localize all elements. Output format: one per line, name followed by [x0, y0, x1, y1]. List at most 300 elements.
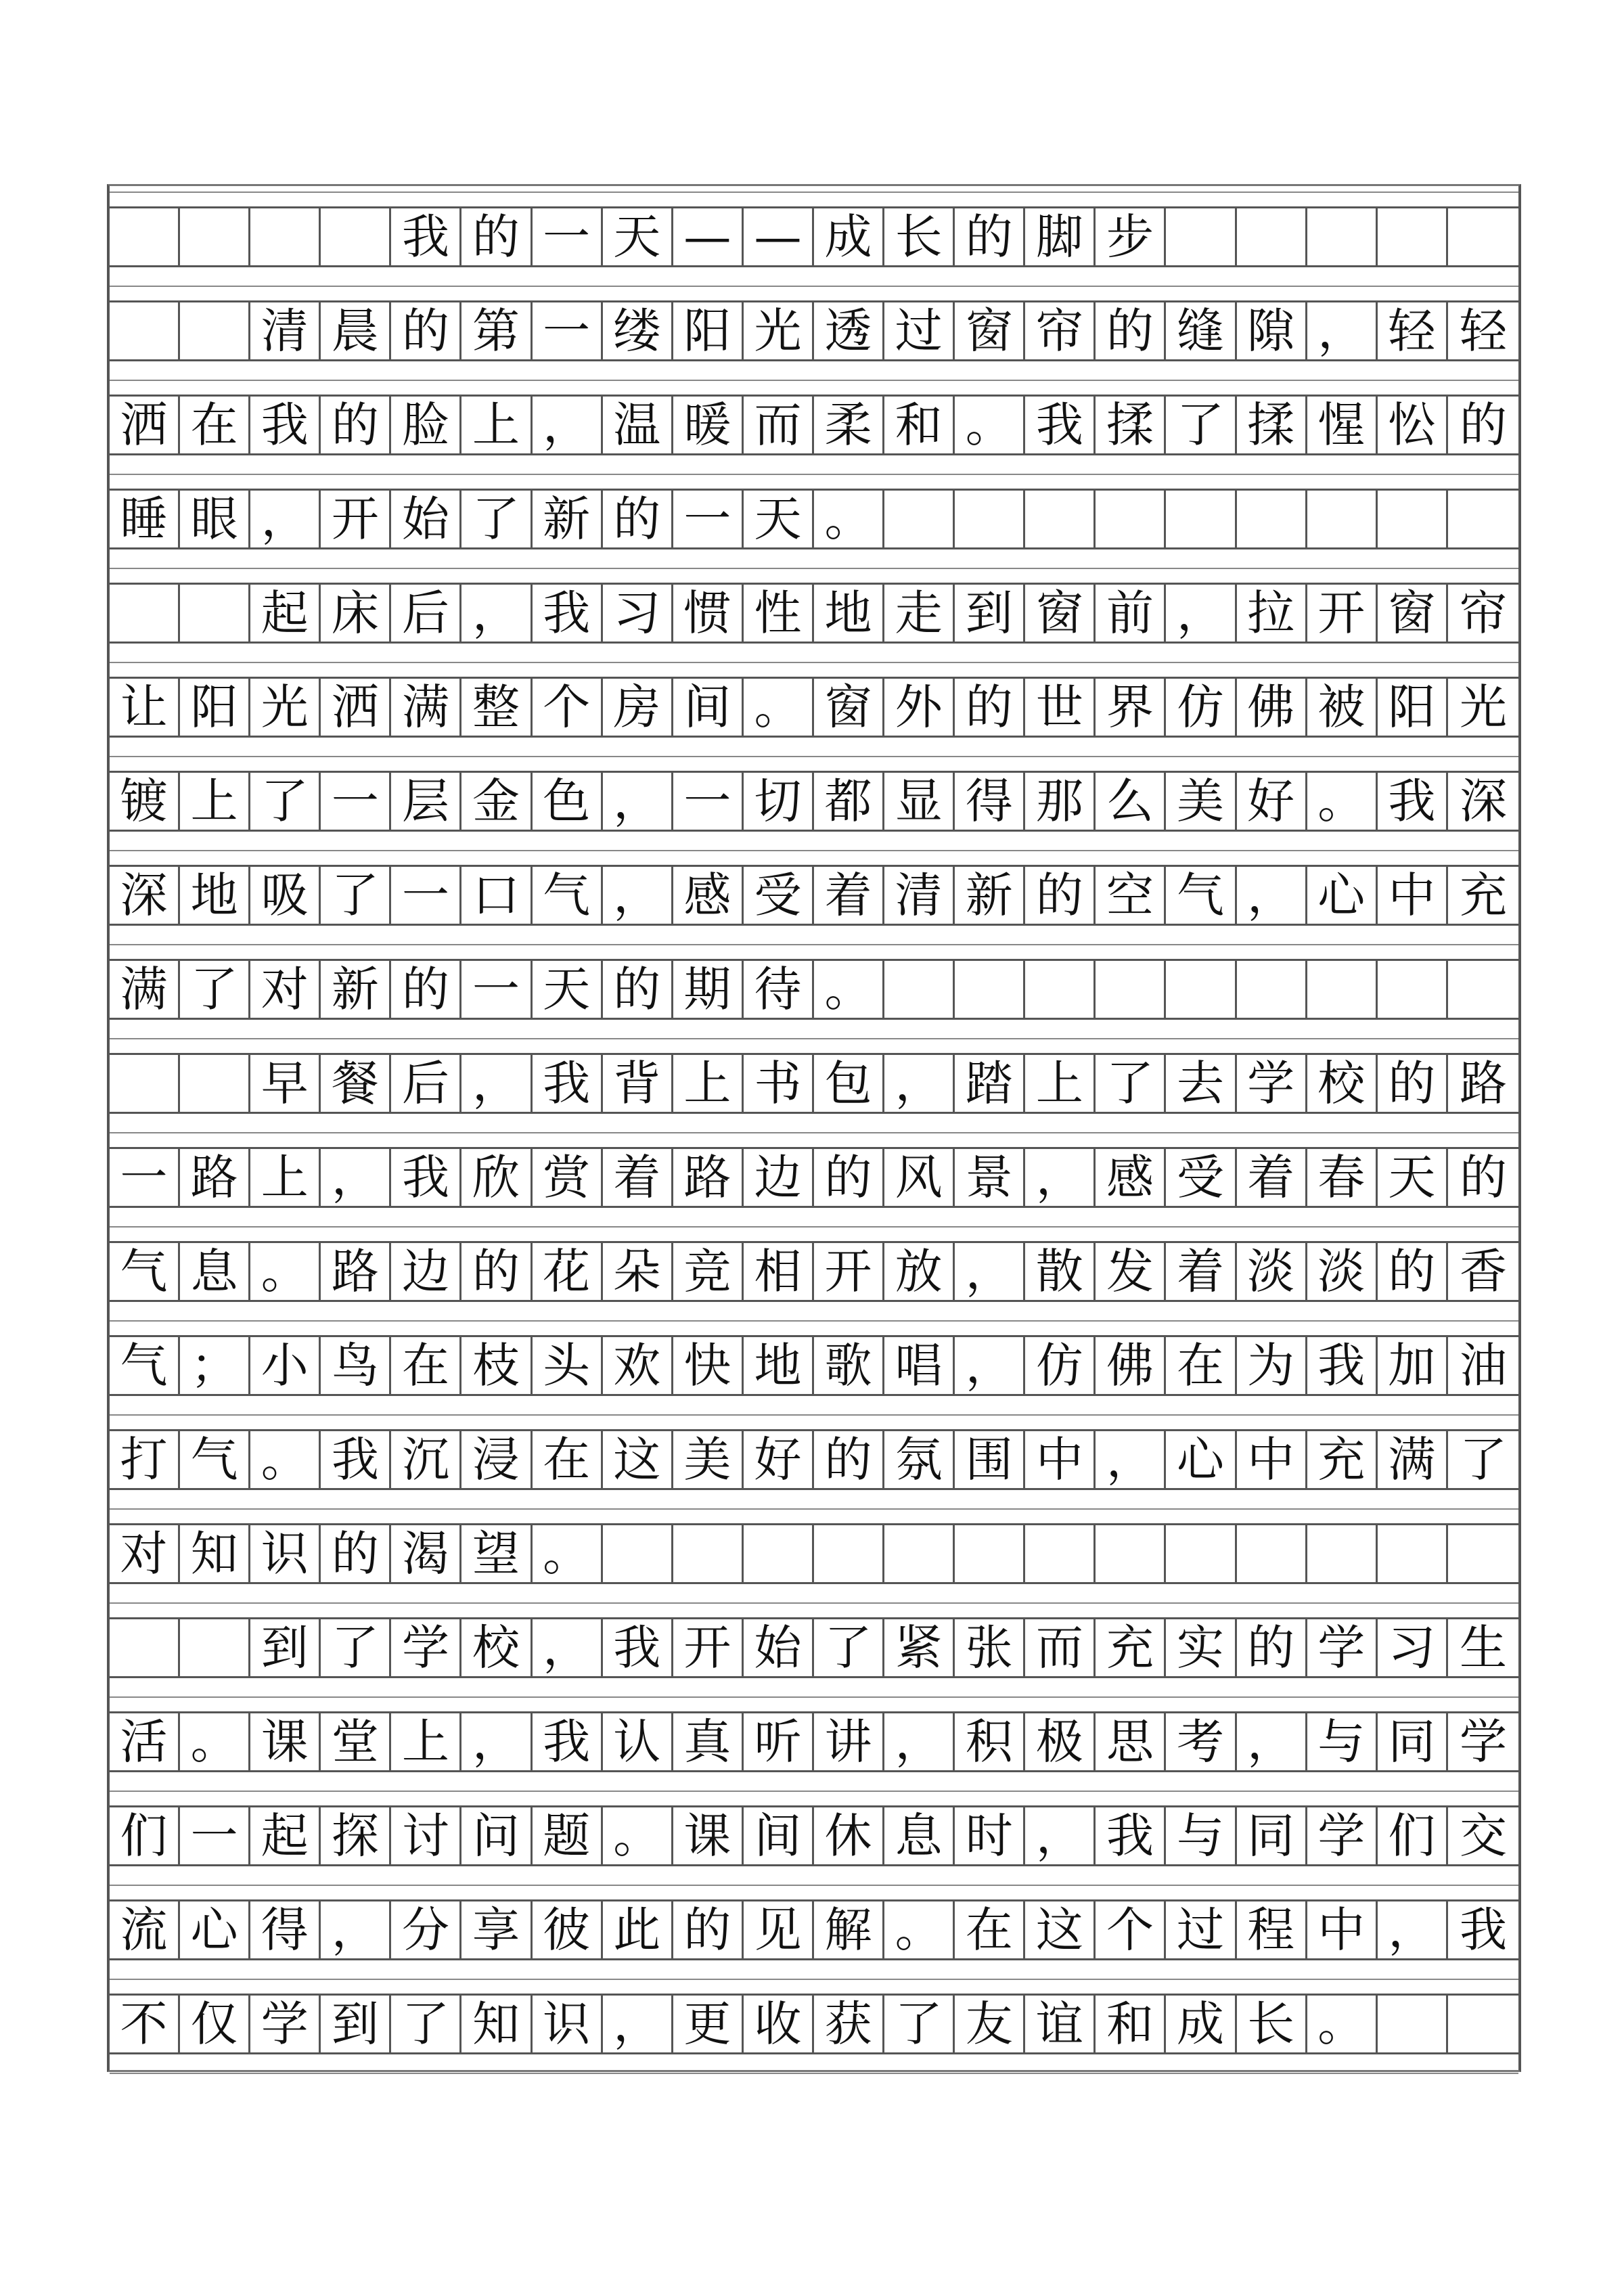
text-row	[110, 1899, 1518, 1960]
grid-cell: 淡	[1237, 1243, 1307, 1300]
grid-cell: 帘	[1459, 585, 1507, 641]
grid-cell: 轻	[1459, 303, 1507, 359]
grid-cell: 心	[1166, 1431, 1236, 1488]
grid-cell: 。	[1307, 1996, 1378, 2052]
grid-cell: 小	[250, 1337, 321, 1394]
grid-cell: 在	[533, 1431, 603, 1488]
grid-cell: 一	[673, 773, 744, 830]
grid-cell: 了	[321, 1619, 391, 1676]
grid-cell: 学	[1307, 1807, 1378, 1864]
grid-cell: 好	[744, 1431, 814, 1488]
grid-cell: 充	[1307, 1431, 1378, 1488]
grid-cell: 渴	[391, 1525, 461, 1582]
grid-cell: 阳	[673, 302, 744, 359]
grid-cell: ，	[250, 491, 321, 547]
grid-cell	[814, 1525, 884, 1582]
grid-cell: 阳	[180, 679, 250, 736]
grid-cell: 期	[673, 961, 744, 1018]
grid-cell: 的	[1237, 1619, 1307, 1676]
grid-cell: 对	[250, 961, 321, 1018]
grid-cell: 脸	[391, 397, 461, 453]
text-row	[110, 865, 1518, 926]
grid-cell: 透	[814, 302, 884, 359]
grid-cell: 油	[1459, 1338, 1507, 1393]
grid-cell: 收	[744, 1996, 814, 2052]
grid-cell: 。	[814, 491, 884, 547]
grid-cell: 房	[603, 679, 673, 736]
grid-cell: 了	[391, 1996, 461, 2052]
grid-cell: ，	[461, 1055, 532, 1112]
row-gap-line	[110, 1414, 1518, 1416]
grid-cell: 被	[1307, 679, 1378, 736]
grid-cell: ，	[1166, 585, 1236, 641]
grid-cell	[1166, 1525, 1236, 1582]
grid-cell: 受	[1166, 1149, 1236, 1206]
grid-cell: 。	[1307, 773, 1378, 830]
grid-cell: 阳	[1378, 679, 1448, 736]
grid-cell: 上	[391, 1713, 461, 1770]
grid-cell: 欢	[603, 1337, 673, 1394]
grid-cell: 头	[533, 1337, 603, 1394]
grid-cell: 始	[744, 1619, 814, 1676]
grid-cell: 餐	[321, 1055, 391, 1112]
grid-cell: 讲	[814, 1713, 884, 1770]
grid-cell	[110, 585, 180, 641]
grid-cell: 长	[1237, 1996, 1307, 2052]
text-row	[110, 1241, 1518, 1302]
grid-cell: 生	[1459, 1620, 1507, 1675]
grid-cell: 学	[1307, 1619, 1378, 1676]
grid-cell: 仅	[180, 1996, 250, 2052]
grid-cell: 香	[1459, 1244, 1507, 1299]
grid-cell: 显	[884, 773, 955, 830]
grid-cell: 深	[110, 867, 180, 924]
grid-cell: 美	[673, 1431, 744, 1488]
grid-cell	[884, 491, 955, 547]
grid-cell: 一	[321, 773, 391, 830]
grid-cell: 上	[250, 1149, 321, 1206]
grid-cell: 我	[391, 208, 461, 265]
grid-cell	[1237, 1525, 1307, 1582]
grid-cell: 我	[1307, 1337, 1378, 1394]
grid-cell	[1307, 208, 1378, 265]
grid-cell	[884, 1525, 955, 1582]
grid-cell: 后	[391, 585, 461, 641]
grid-cell: 探	[321, 1807, 391, 1864]
grid-cell: 。	[533, 1525, 603, 1582]
grid-cell: 深	[1459, 773, 1507, 829]
grid-cell	[1237, 961, 1307, 1018]
grid-cell	[1448, 208, 1518, 265]
grid-cell: 上	[180, 773, 250, 830]
grid-cell	[1307, 491, 1378, 547]
grid-cell: 问	[461, 1807, 532, 1864]
grid-cell: 赏	[533, 1149, 603, 1206]
grid-cell: 我	[533, 585, 603, 641]
grid-cell: 学	[1459, 1714, 1507, 1770]
text-row	[110, 1053, 1518, 1114]
grid-cell: 气	[180, 1431, 250, 1488]
row-gap-line	[110, 1979, 1518, 1980]
grid-cell	[1378, 1996, 1448, 2052]
text-row	[110, 677, 1518, 738]
grid-cell: 放	[884, 1243, 955, 1300]
grid-cell: 切	[744, 773, 814, 830]
grid-cell: 而	[1025, 1619, 1096, 1676]
grid-cell: 揉	[1237, 397, 1307, 453]
grid-cell: 开	[321, 491, 391, 547]
grid-cell: 性	[744, 585, 814, 641]
grid-cell	[1166, 491, 1236, 547]
grid-cell: 校	[461, 1619, 532, 1676]
grid-cell: 柔	[814, 397, 884, 453]
grid-cell	[1307, 961, 1378, 1018]
grid-cell: 我	[391, 1149, 461, 1206]
grid-cell: 景	[955, 1149, 1025, 1206]
grid-cell	[1166, 208, 1236, 265]
row-gap-line	[110, 568, 1518, 569]
grid-cell: 起	[250, 1807, 321, 1864]
grid-cell: 的	[1378, 1243, 1448, 1300]
grid-cell: 让	[110, 679, 180, 736]
grid-cell: 的	[321, 397, 391, 453]
grid-cell: ，	[955, 1243, 1025, 1300]
grid-cell: 识	[533, 1996, 603, 2052]
grid-cell: 的	[814, 1149, 884, 1206]
grid-cell: 枝	[461, 1337, 532, 1394]
grid-cell: 沉	[391, 1431, 461, 1488]
grid-cell: 开	[673, 1619, 744, 1676]
row-gap-line	[110, 1696, 1518, 1698]
grid-cell: 了	[814, 1619, 884, 1676]
grid-cell: 一	[673, 491, 744, 547]
grid-cell: 始	[391, 491, 461, 547]
grid-cell: 到	[250, 1619, 321, 1676]
grid-cell: 的	[391, 302, 461, 359]
grid-cell: 。	[250, 1243, 321, 1300]
grid-cell: 前	[1096, 585, 1166, 641]
grid-cell: 习	[1378, 1619, 1448, 1676]
grid-cell: 口	[461, 867, 532, 924]
grid-cell: 窗	[1025, 585, 1096, 641]
grid-cell: 的	[1378, 1055, 1448, 1112]
grid-cell: 充	[1096, 1619, 1166, 1676]
grid-cell: 思	[1096, 1713, 1166, 1770]
grid-cell: ，	[1025, 1149, 1096, 1206]
grid-cell: 那	[1025, 773, 1096, 830]
grid-cell	[110, 302, 180, 359]
grid-cell: 隙	[1237, 302, 1307, 359]
grid-cell: 同	[1237, 1807, 1307, 1864]
grid-cell: 间	[744, 1807, 814, 1864]
grid-cell: 惯	[673, 585, 744, 641]
grid-cell	[1378, 961, 1448, 1018]
grid-cell: 镀	[110, 773, 180, 830]
grid-cell: 洒	[110, 397, 180, 453]
row-gap-line	[110, 756, 1518, 757]
composition-grid-paper	[107, 184, 1521, 2072]
grid-cell	[955, 1525, 1025, 1582]
grid-cell: 竞	[673, 1243, 744, 1300]
grid-cell: 风	[884, 1149, 955, 1206]
grid-cell: 包	[814, 1055, 884, 1112]
grid-cell: 暖	[673, 397, 744, 453]
grid-cell: 相	[744, 1243, 814, 1300]
grid-cell: 成	[1166, 1996, 1236, 2052]
grid-cell: 晨	[321, 302, 391, 359]
grid-cell	[1448, 1996, 1518, 2052]
grid-cell: 一	[110, 1149, 180, 1206]
grid-cell: 新	[955, 867, 1025, 924]
grid-cell: ，	[1307, 302, 1378, 359]
grid-cell	[744, 1525, 814, 1582]
grid-cell: 在	[1166, 1337, 1236, 1394]
text-row	[110, 959, 1518, 1020]
grid-cell: ，	[533, 1619, 603, 1676]
grid-cell: 。	[250, 1431, 321, 1488]
grid-cell: 学	[250, 1996, 321, 2052]
grid-cell: 。	[603, 1807, 673, 1864]
text-row	[110, 771, 1518, 832]
grid-cell: 在	[180, 397, 250, 453]
grid-cell: 清	[884, 867, 955, 924]
grid-cell: 为	[1237, 1337, 1307, 1394]
grid-cell: 过	[1166, 1901, 1236, 1958]
grid-cell: 的	[1459, 1150, 1507, 1205]
grid-cell: 实	[1166, 1619, 1236, 1676]
grid-cell: 金	[461, 773, 532, 830]
grid-cell: 了	[1459, 1432, 1507, 1487]
grid-cell: 开	[814, 1243, 884, 1300]
grid-cell: 息	[884, 1807, 955, 1864]
grid-cell: 鸟	[321, 1337, 391, 1394]
grid-cell: 听	[744, 1713, 814, 1770]
grid-cell: 对	[110, 1525, 180, 1582]
grid-cell	[603, 1525, 673, 1582]
grid-cell: 唱	[884, 1337, 955, 1394]
grid-cell: 背	[603, 1055, 673, 1112]
text-row	[110, 300, 1518, 361]
grid-cell: 着	[1237, 1149, 1307, 1206]
grid-cell: 仿	[1025, 1337, 1096, 1394]
grid-cell: 惺	[1307, 397, 1378, 453]
grid-cell: 天	[744, 491, 814, 547]
grid-cell: 地	[744, 1337, 814, 1394]
grid-cell: 窗	[814, 679, 884, 736]
text-row	[110, 1429, 1518, 1490]
grid-cell: 快	[673, 1337, 744, 1394]
grid-cell: ，	[461, 1713, 532, 1770]
grid-cell: 时	[955, 1807, 1025, 1864]
grid-cell: 光	[250, 679, 321, 736]
grid-cell	[673, 1525, 744, 1582]
grid-cell: 了	[884, 1996, 955, 2052]
row-gap-line	[110, 2073, 1518, 2074]
grid-cell: 友	[955, 1996, 1025, 2052]
grid-cell: 。	[814, 961, 884, 1018]
grid-cell: 着	[1166, 1243, 1236, 1300]
grid-cell: 息	[180, 1243, 250, 1300]
grid-cell: 到	[321, 1996, 391, 2052]
grid-cell: 天	[603, 208, 673, 265]
grid-cell: ，	[321, 1149, 391, 1206]
text-row	[110, 1994, 1518, 2054]
grid-cell	[1096, 491, 1166, 547]
grid-cell: 忪	[1378, 397, 1448, 453]
grid-cell: 的	[673, 1901, 744, 1958]
grid-cell: 光	[1459, 679, 1507, 735]
grid-cell: 的	[814, 1431, 884, 1488]
grid-cell: 好	[1237, 773, 1307, 830]
grid-cell: 脚	[1025, 208, 1096, 265]
grid-cell: 积	[955, 1713, 1025, 1770]
grid-cell: 浸	[461, 1431, 532, 1488]
grid-cell: ，	[321, 1901, 391, 1958]
grid-cell: 了	[1166, 397, 1236, 453]
grid-cell: 我	[533, 1055, 603, 1112]
grid-cell: 色	[533, 773, 603, 830]
grid-cell: 的	[603, 491, 673, 547]
title-row	[110, 206, 1518, 267]
grid-cell: 走	[884, 585, 955, 641]
grid-cell: 紧	[884, 1619, 955, 1676]
row-gap-line	[110, 662, 1518, 663]
grid-cell: 。	[744, 679, 814, 736]
grid-cell: 层	[391, 773, 461, 830]
grid-cell: 都	[814, 773, 884, 830]
grid-cell: 的	[1096, 302, 1166, 359]
grid-cell: 春	[1307, 1149, 1378, 1206]
grid-cell	[110, 208, 180, 265]
grid-cell: —	[673, 208, 744, 265]
grid-cell: 解	[814, 1901, 884, 1958]
row-gap-line	[110, 944, 1518, 945]
grid-cell: 认	[603, 1713, 673, 1770]
text-row	[110, 1523, 1518, 1584]
grid-cell: ，	[1237, 867, 1307, 924]
grid-cell: ，	[884, 1713, 955, 1770]
grid-cell: 的	[321, 1525, 391, 1582]
grid-cell: 的	[461, 1243, 532, 1300]
grid-cell: 个	[533, 679, 603, 736]
grid-cell: 气	[110, 1243, 180, 1300]
grid-cell: 我	[321, 1431, 391, 1488]
row-gap-line	[110, 192, 1518, 193]
grid-cell	[1096, 961, 1166, 1018]
grid-cell: 和	[1096, 1996, 1166, 2052]
grid-cell: 了	[250, 773, 321, 830]
grid-cell: 而	[744, 397, 814, 453]
grid-cell: 路	[1459, 1056, 1507, 1111]
grid-cell: 眼	[180, 491, 250, 547]
grid-cell	[1025, 1525, 1096, 1582]
grid-cell: 堂	[321, 1713, 391, 1770]
grid-cell: 起	[250, 585, 321, 641]
grid-cell: 朵	[603, 1243, 673, 1300]
grid-cell: 欣	[461, 1149, 532, 1206]
text-row	[110, 1617, 1518, 1678]
text-row	[110, 1335, 1518, 1396]
grid-cell: 中	[1378, 867, 1448, 924]
grid-cell: 去	[1166, 1055, 1236, 1112]
grid-cell: 光	[744, 302, 814, 359]
grid-cell	[180, 585, 250, 641]
grid-cell: 界	[1096, 679, 1166, 736]
grid-cell: 了	[461, 491, 532, 547]
grid-cell: 感	[1096, 1149, 1166, 1206]
grid-cell	[180, 302, 250, 359]
grid-cell: 这	[1025, 1901, 1096, 1958]
grid-cell: 路	[321, 1243, 391, 1300]
grid-cell: 获	[814, 1996, 884, 2052]
text-row	[110, 489, 1518, 549]
grid-cell: ，	[955, 1337, 1025, 1394]
grid-cell: 真	[673, 1713, 744, 1770]
grid-cell: ，	[603, 1996, 673, 2052]
grid-cell: 我	[1378, 773, 1448, 830]
grid-cell: 谊	[1025, 1996, 1096, 2052]
grid-cell: 过	[884, 302, 955, 359]
grid-cell	[1307, 1525, 1378, 1582]
grid-cell: 着	[603, 1149, 673, 1206]
grid-cell: 边	[391, 1243, 461, 1300]
grid-cell: 么	[1096, 773, 1166, 830]
grid-cell: 缕	[603, 302, 673, 359]
grid-cell: 空	[1096, 867, 1166, 924]
row-gap-line	[110, 1038, 1518, 1039]
grid-cell: 外	[884, 679, 955, 736]
grid-cell: 间	[673, 679, 744, 736]
grid-cell: 缝	[1166, 302, 1236, 359]
grid-cell: 心	[180, 1901, 250, 1958]
grid-cell: 感	[673, 867, 744, 924]
grid-cell: 路	[673, 1149, 744, 1206]
grid-cell	[110, 1619, 180, 1676]
grid-cell: 我	[250, 397, 321, 453]
grid-cell	[955, 491, 1025, 547]
grid-cell: 在	[955, 1901, 1025, 1958]
grid-cell: ，	[603, 773, 673, 830]
grid-cell: 的	[461, 208, 532, 265]
grid-cell: 和	[884, 397, 955, 453]
grid-cell: 课	[250, 1713, 321, 1770]
grid-cell: 的	[955, 208, 1025, 265]
grid-cell	[1378, 208, 1448, 265]
grid-cell: 早	[250, 1055, 321, 1112]
grid-cell: 这	[603, 1431, 673, 1488]
grid-cell: 开	[1307, 585, 1378, 641]
row-gap-line	[110, 1791, 1518, 1792]
grid-cell: 更	[673, 1996, 744, 2052]
grid-cell: 一	[533, 208, 603, 265]
grid-cell: 气	[1166, 867, 1236, 924]
grid-cell: ，	[884, 1055, 955, 1112]
grid-cell: 享	[461, 1901, 532, 1958]
text-row	[110, 1147, 1518, 1208]
grid-cell: 地	[814, 585, 884, 641]
grid-cell: 了	[1096, 1055, 1166, 1112]
grid-cell: 课	[673, 1807, 744, 1864]
grid-cell: —	[744, 208, 814, 265]
grid-cell	[884, 961, 955, 1018]
grid-cell: 知	[461, 1996, 532, 2052]
grid-cell: 打	[110, 1431, 180, 1488]
grid-cell: 程	[1237, 1901, 1307, 1958]
grid-cell: 得	[955, 773, 1025, 830]
grid-cell: 书	[744, 1055, 814, 1112]
grid-cell: 地	[180, 867, 250, 924]
grid-cell: 中	[1025, 1431, 1096, 1488]
